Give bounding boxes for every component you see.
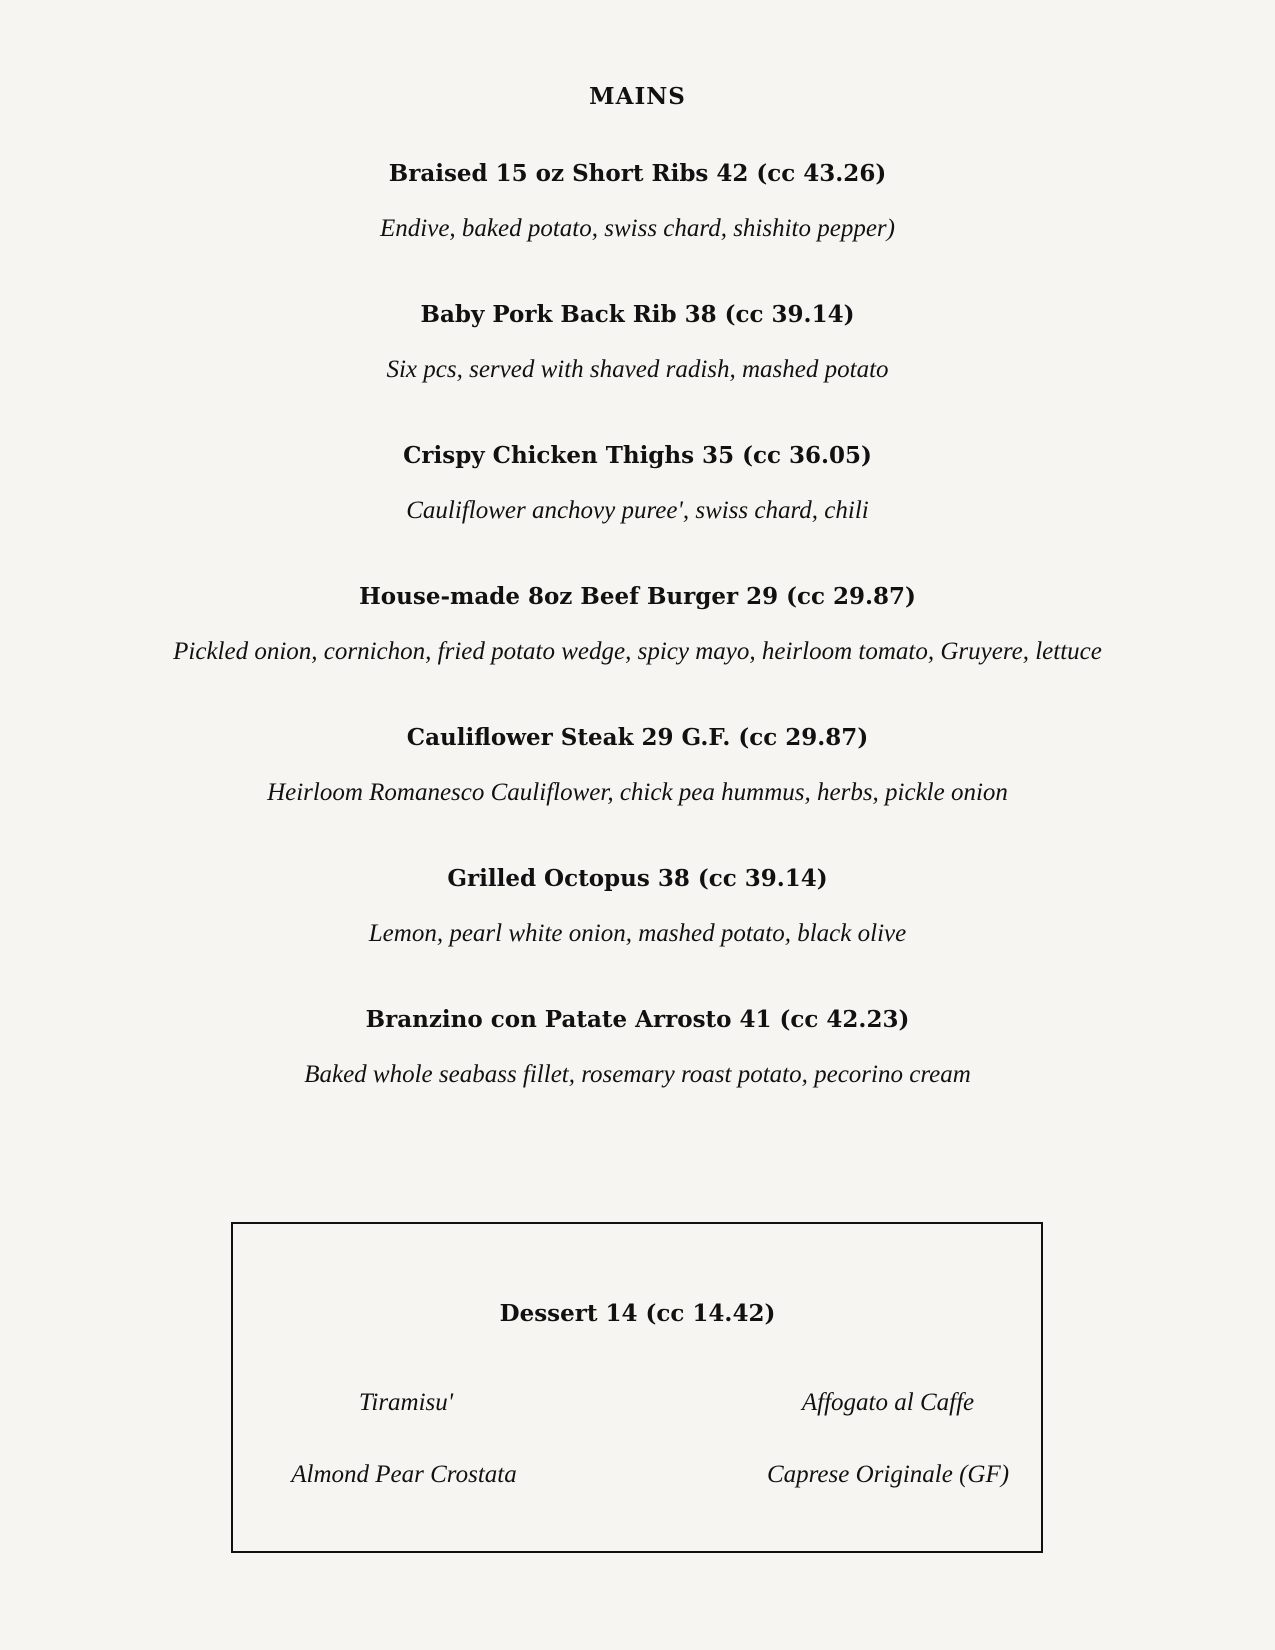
menu-item-description: Heirloom Romanesco Cauliflower, chick pea hummus, herbs, pickle onion — [267, 779, 1008, 806]
menu-item-description: Baked whole seabass fillet, rosemary roast potato, pecorino cream — [304, 1061, 971, 1088]
menu-item-name: Grilled Octopus 38 (cc 39.14) — [447, 865, 828, 892]
dessert-item: Affogato al Caffe — [801, 1389, 975, 1416]
menu-item-description: Pickled onion, cornichon, fried potato wedge, spicy mayo, heirloom tomato, Gruyere, lettuce — [173, 638, 1102, 665]
menu-item — [0, 582, 1275, 723]
menu-item-name: Branzino con Patate Arrosto 41 (cc 42.23) — [365, 1006, 910, 1033]
menu-item — [0, 1005, 1275, 1146]
menu-item — [0, 864, 1275, 1005]
menu-item-name: Cauliflower Steak 29 G.F. (cc 29.87) — [406, 724, 869, 751]
menu-item — [0, 159, 1275, 300]
menu-item — [0, 300, 1275, 441]
menu-item-description: Cauliflower anchovy puree', swiss chard, chili — [406, 497, 869, 524]
dessert-item: Tiramisu' — [358, 1389, 454, 1416]
menu-item — [0, 441, 1275, 582]
dessert-item: Caprese Originale (GF) — [766, 1461, 1010, 1488]
mains-title: MAINS — [589, 83, 686, 110]
menu-item-description: Six pcs, served with shaved radish, mashed potato — [386, 356, 889, 383]
menu-item-name: Baby Pork Back Rib 38 (cc 39.14) — [420, 301, 855, 328]
menu-item-name: House-made 8oz Beef Burger 29 (cc 29.87) — [359, 583, 916, 610]
menu-item — [0, 723, 1275, 864]
menu-item-description: Endive, baked potato, swiss chard, shishito pepper) — [380, 215, 895, 242]
mains-list — [0, 159, 1275, 1146]
dessert-title: Dessert 14 (cc 14.42) — [499, 1300, 776, 1327]
menu-item-name: Braised 15 oz Short Ribs 42 (cc 43.26) — [388, 160, 887, 187]
dessert-item: Almond Pear Crostata — [291, 1461, 517, 1488]
menu-item-description: Lemon, pearl white onion, mashed potato, black olive — [368, 920, 907, 947]
menu-item-name: Crispy Chicken Thighs 35 (cc 36.05) — [403, 442, 872, 469]
